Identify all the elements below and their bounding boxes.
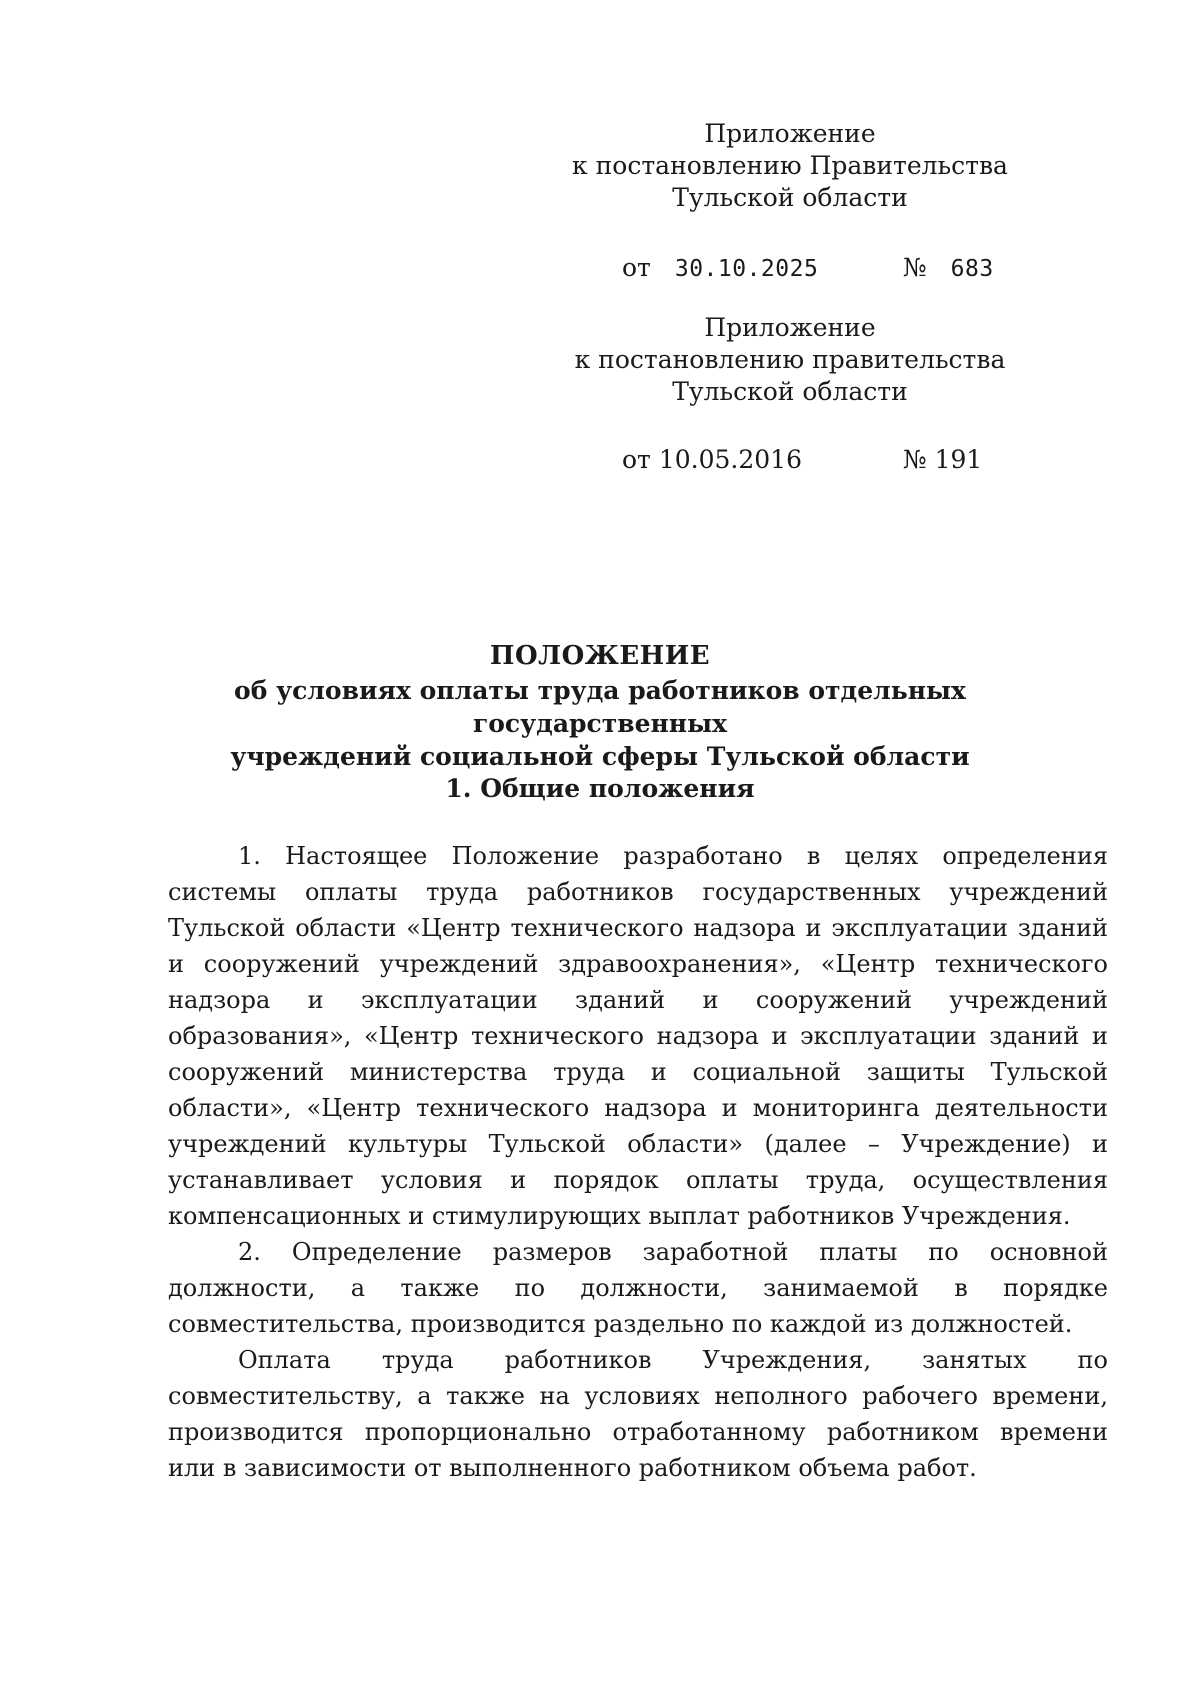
annex-resolution-line: к постановлению Правительства	[572, 151, 1008, 180]
subtitle-line-2: учреждений социальной сферы Тульской области	[230, 742, 970, 771]
annex-header-current	[560, 118, 1020, 214]
annex-date-original	[622, 444, 802, 476]
annex-header-original	[560, 312, 1020, 408]
date-stamp: 30.10.2025	[674, 256, 819, 282]
section-heading: 1. Общие положения	[445, 774, 755, 803]
annex-region-line: Тульской области	[672, 377, 908, 406]
document-body	[168, 838, 1108, 1486]
annex-date-current	[622, 252, 818, 285]
number-stamp: 683	[950, 256, 994, 282]
annex-resolution-line: к постановлению правительства	[574, 345, 1006, 374]
paragraph-1: 1. Настоящее Положение разработано в целях определения системы оплаты труда работников государственных учреждений Тульской области «Центр технического надзора и эксплуатации зданий и сооружений учреждений здравоохранения», «Центр технического надзора и эксплуатации зданий и сооружений учреждений образования», «Центр технического надзора и эксплуатации зданий и сооружений министерства труда и социальной защиты Тульской области», «Центр технического надзора и мониторинга деятельности учреждений культуры Тульской области» (далее – Учреждение) и устанавливает условия и порядок оплаты труда, осуществления компенсационных и стимулирующих выплат работников Учреждения.	[168, 842, 1108, 1230]
annex-number-current	[903, 252, 994, 285]
paragraph-2: 2. Определение размеров заработной платы по основной должности, а также по должности, занимаемой в порядке совместительства, производится раздельно по каждой из должностей.	[168, 1238, 1108, 1338]
document-subtitle	[150, 674, 1050, 773]
paragraph-3: Оплата труда работников Учреждения, занятых по совместительству, а также на условиях неполного рабочего времени, производится пропорционально отработанному работником времени или в зависимости от выполненного работником объема работ.	[168, 1346, 1108, 1482]
number-prefix: №	[903, 253, 927, 282]
date-line: от 10.05.2016	[622, 445, 802, 474]
annex-label: Приложение	[704, 119, 876, 148]
number-line: № 191	[903, 445, 983, 474]
document-title: ПОЛОЖЕНИЕ	[489, 641, 711, 671]
date-prefix: от	[622, 253, 651, 282]
subtitle-line-1: об условиях оплаты труда работников отдельных государственных	[234, 676, 966, 738]
annex-region-line: Тульской области	[672, 183, 908, 212]
annex-number-original	[903, 444, 982, 476]
annex-label: Приложение	[704, 313, 876, 342]
